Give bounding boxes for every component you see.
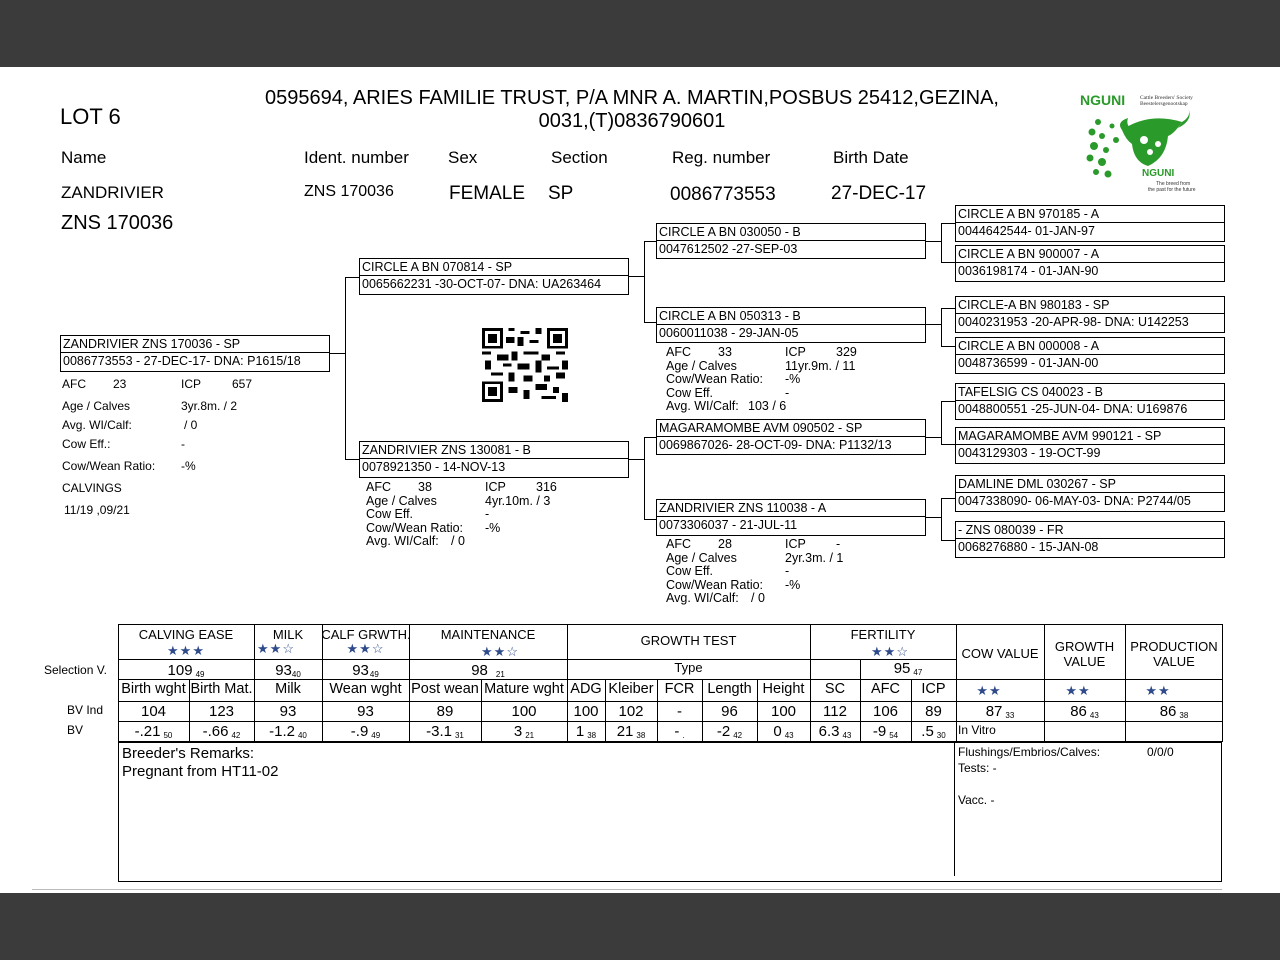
- bv-cell: 6.3 $_{43}$: [818, 723, 852, 740]
- lot-sheet: [0, 67, 1280, 893]
- great-grandparent-8: - ZNS 080039 - FR 0068276880 - 15-JAN-08: [955, 521, 1225, 558]
- tests-value: Tests: -: [958, 761, 997, 775]
- bv-ind-cell: 102: [618, 703, 644, 720]
- subject-coweff-label: Cow Eff.:: [62, 437, 111, 451]
- selection-calving-ease: 109 $_{49}$: [167, 662, 205, 679]
- bv-cell: -1.2 $_{40}$: [269, 723, 307, 740]
- logo-society-1: Cattle Breeders' Society: [1140, 95, 1193, 101]
- animal-ident: ZNS 170036: [304, 183, 394, 200]
- in-vitro-label: In Vitro: [958, 723, 996, 737]
- granddam-paternal-stats: AFC 33 ICP 329 Age / Calves 11yr.9m. / 11 Cow/Wean Ratio: -% Cow Eff. - Avg. WI/Calf: 103 / 6: [666, 345, 857, 413]
- granddam-paternal-box: CIRCLE A BN 050313 - B 0060011038 - 29-JAN-05: [656, 307, 926, 343]
- bv-cell: -.9 $_{49}$: [350, 723, 381, 740]
- great-grandparent-3: CIRCLE-A BN 980183 - SP 0040231953 -20-APR-98- DNA: U142253: [955, 296, 1225, 333]
- subject-wi: / 0: [184, 418, 198, 432]
- logo-name: NGUNI: [1080, 92, 1126, 108]
- bv-ind-cell: -: [677, 703, 682, 720]
- column-header: FCR: [664, 681, 695, 697]
- subject-icp-label: ICP: [181, 377, 202, 391]
- column-header: Milk: [275, 681, 301, 697]
- label-name: Name: [61, 148, 107, 167]
- subject-icp: 657: [232, 377, 253, 391]
- bv-ind-production-value: 86 $_{38}$: [1159, 703, 1189, 720]
- label-section: Section: [551, 148, 608, 167]
- bv-cell: 0 $_{43}$: [773, 723, 794, 740]
- owner-line-1: 0595694, ARIES FAMILIE TRUST, P/A MNR A. MARTIN,POSBUS 25412,GEZINA,: [265, 87, 999, 109]
- column-header: Wean wght: [329, 681, 402, 697]
- bv-ind-cell: 104: [140, 703, 167, 720]
- remarks-box: [118, 742, 1222, 882]
- remarks-title: Breeder's Remarks:: [122, 745, 255, 762]
- selection-calf-growth: $93_{49}$: [352, 662, 379, 679]
- selection-type: Type: [674, 660, 703, 675]
- label-birth: Birth Date: [833, 148, 909, 167]
- dam-line-1: ZANDRIVIER ZNS 130081 - B: [362, 443, 531, 457]
- column-header: SC: [824, 681, 846, 697]
- logo-badge: NGUNI: [1142, 168, 1175, 179]
- bv-ind-cell: 106: [872, 703, 899, 720]
- group-calf-growth: CALF GRWTH.: [321, 627, 411, 642]
- column-header: Length: [707, 681, 752, 697]
- bv-cell: - $_.$: [674, 723, 685, 740]
- logo-society-2: Beestelersgenootskap: [1140, 101, 1188, 107]
- subject-cwr-label: Cow/Wean Ratio:: [62, 459, 156, 473]
- flushings-label: Flushings/Embrios/Calves:: [958, 745, 1101, 759]
- animal-reg: 0086773553: [670, 184, 776, 205]
- bv-cell: 1 $_{38}$: [575, 723, 597, 740]
- calving-ease-stars: ★★★: [167, 643, 205, 658]
- vacc-value: Vacc. -: [958, 793, 995, 807]
- great-grandparent-5: TAFELSIG CS 040023 - B 0048800551 -25-JUN-04- DNA: U169876: [955, 383, 1225, 420]
- grandsire-maternal-box: MAGARAMOMBE AVM 090502 - SP 0069867026- 28-OCT-09- DNA: P1132/13: [656, 419, 926, 455]
- row-label-bv: BV: [67, 723, 84, 737]
- dam-stats: AFC 38 ICP 316 Age / Calves 4yr.10m. / 3 Cow Eff. - Cow/Wean Ratio: -% Avg. WI/Calf: / 0: [366, 480, 557, 548]
- bv-cell: -9 $_{54}$: [872, 723, 899, 740]
- calf-growth-stars: ★★☆: [346, 641, 385, 656]
- column-header: Height: [762, 681, 805, 697]
- grandsire-paternal-box: CIRCLE A BN 030050 - B 0047612502 -27-SEP-03: [656, 223, 926, 259]
- great-grandparent-4: CIRCLE A BN 000008 - A 0048736599 - 01-JAN-00: [955, 337, 1225, 374]
- great-grandparent-1: CIRCLE A BN 970185 - A 0044642544- 01-JAN-97: [955, 205, 1225, 242]
- sire-box: [359, 258, 629, 295]
- bv-cell: -.66 $_{42}$: [202, 723, 241, 740]
- bv-ind-cell: 96: [721, 703, 738, 720]
- column-header: Mature wght: [484, 681, 564, 697]
- animal-name: ZANDRIVIER: [61, 183, 164, 202]
- fertility-stars: ★★☆: [871, 644, 909, 659]
- subject-afc-label: AFC: [62, 377, 86, 391]
- animal-sex: FEMALE: [449, 183, 526, 204]
- granddam-maternal-stats: AFC 28 ICP - Age / Calves 2yr.3m. / 1 Cow Eff. - Cow/Wean Ratio: -% Avg. WI/Calf: / 0: [666, 537, 844, 605]
- bv-cell: 3 $_{21}$: [513, 723, 535, 740]
- production-value-stars: ★★: [1145, 683, 1171, 698]
- calvings-value: 11/19 ,09/21: [64, 503, 130, 517]
- nguni-society-logo: [1078, 92, 1212, 194]
- bv-cell: .5 $_{30}$: [921, 723, 946, 740]
- column-header: Post wean: [411, 681, 479, 697]
- label-ident: Ident. number: [304, 148, 409, 167]
- group-production-value: PRODUCTION: [1130, 639, 1218, 654]
- subject-age: 3yr.8m. / 2: [181, 399, 238, 413]
- subject-afc: 23: [113, 377, 127, 391]
- bv-cell: -.21 $_{50}$: [134, 723, 173, 740]
- bv-ind-cell: 89: [436, 703, 454, 720]
- subject-age-label: Age / Calves: [62, 399, 131, 413]
- logo-tagline-1: The breed from: [1156, 181, 1191, 187]
- group-growth-value-2: VALUE: [1063, 654, 1106, 669]
- granddam-maternal-box: ZANDRIVIER ZNS 110038 - A 0073306037 - 21-JUL-11: [656, 499, 926, 536]
- bv-cell: 21 $_{38}$: [616, 723, 646, 740]
- group-fertility: FERTILITY: [850, 627, 916, 642]
- animal-name-2: ZNS 170036: [61, 212, 174, 234]
- owner-line-2: 0031,(T)0836790601: [538, 110, 726, 132]
- bv-ind-cow-value: 87 $_{33}$: [985, 703, 1015, 720]
- column-header: Kleiber: [608, 681, 654, 697]
- bv-ind-cell: 100: [770, 703, 797, 720]
- calvings-label: CALVINGS: [62, 481, 122, 495]
- great-grandparent-6: MAGARAMOMBE AVM 990121 - SP 0043129303 - 19-OCT-99: [955, 427, 1225, 464]
- selection-fertility: 95 $_{47}$: [893, 660, 923, 677]
- dam-line-2: 0078921350 - 14-NOV-13: [362, 460, 506, 474]
- bv-ind-cell: 100: [573, 703, 599, 720]
- logo-tagline-2: the past for the future: [1148, 187, 1196, 193]
- bv-ind-growth-value: 86 $_{43}$: [1070, 703, 1099, 720]
- row-label-bv-ind: BV Ind: [67, 703, 104, 717]
- bv-ind-cell: 93: [279, 703, 297, 720]
- group-growth-value: GROWTH: [1054, 639, 1115, 654]
- group-milk: MILK: [272, 627, 304, 642]
- group-maintenance: MAINTENANCE: [440, 627, 536, 642]
- remarks-text: Pregnant from HT11-02: [122, 763, 279, 780]
- subject-line-1: ZANDRIVIER ZNS 170036 - SP: [63, 337, 241, 351]
- subject-coweff: -: [181, 437, 185, 451]
- column-header: Birth wght: [121, 681, 186, 697]
- group-cow-value: COW VALUE: [961, 646, 1039, 661]
- subject-line-2: 0086773553 - 27-DEC-17- DNA: P1615/18: [63, 354, 301, 368]
- animal-section: SP: [548, 183, 574, 204]
- cow-value-stars: ★★: [976, 683, 1002, 698]
- milk-stars: ★★☆: [257, 641, 295, 656]
- animal-birth: 27-DEC-17: [831, 183, 927, 204]
- label-sex: Sex: [448, 148, 478, 167]
- great-grandparent-7: DAMLINE DML 030267 - SP 0047338090- 06-MAY-03- DNA: P2744/05: [955, 475, 1225, 512]
- qr-code: [481, 328, 569, 402]
- group-growth-test: GROWTH TEST: [640, 633, 737, 648]
- bv-ind-cell: 123: [208, 703, 235, 720]
- row-label-selection: Selection V.: [44, 663, 107, 677]
- subject-cwr: -%: [181, 459, 196, 473]
- column-header: Birth Mat.: [190, 681, 253, 697]
- sire-line-2: 0065662231 -30-OCT-07- DNA: UA263464: [362, 277, 602, 291]
- bv-ind-cell: 112: [823, 703, 847, 720]
- group-production-value-2: VALUE: [1153, 654, 1195, 669]
- lot-number: LOT 6: [60, 104, 121, 129]
- sire-line-1: CIRCLE A BN 070814 - SP: [362, 260, 513, 274]
- bv-ind-cell: 89: [925, 703, 942, 720]
- maintenance-stars: ★★☆: [481, 644, 519, 659]
- subject-wi-label: Avg. WI/Calf:: [62, 418, 132, 432]
- bv-ind-cell: 93: [357, 703, 374, 720]
- selection-milk: $93_{40}$: [275, 662, 301, 679]
- label-reg: Reg. number: [672, 148, 771, 167]
- selection-maintenance: 98 $_{21}$: [471, 662, 505, 679]
- group-calving-ease: CALVING EASE: [138, 627, 234, 642]
- dam-box: [359, 441, 629, 478]
- flushings-value: 0/0/0: [1147, 745, 1174, 759]
- bv-ind-cell: 100: [511, 703, 537, 720]
- subject-box: [60, 335, 330, 372]
- great-grandparent-2: CIRCLE A BN 900007 - A 0036198174 - 01-JAN-90: [955, 245, 1225, 282]
- column-header: AFC: [871, 681, 900, 697]
- bv-cell: -3.1 $_{31}$: [426, 723, 464, 740]
- column-header: ICP: [921, 681, 946, 697]
- growth-value-stars: ★★: [1065, 683, 1091, 698]
- column-header: ADG: [570, 681, 602, 697]
- bv-cell: -2 $_{42}$: [716, 723, 743, 740]
